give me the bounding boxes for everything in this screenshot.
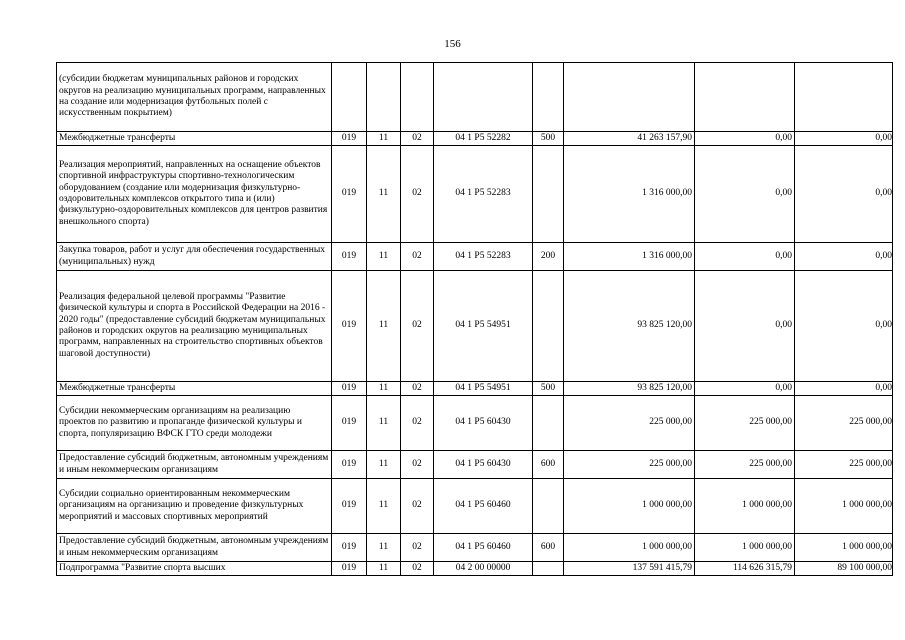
table-row: [57, 451, 893, 479]
table-row: [57, 271, 893, 382]
row-sum-3: 1 000 000,00: [795, 534, 893, 562]
row-csr: 04 1 P5 52283: [434, 146, 533, 243]
row-gr: 019: [332, 451, 367, 479]
row-pr: 02: [401, 396, 434, 451]
row-sum-3: [795, 63, 893, 132]
row-vr: 500: [533, 132, 564, 146]
row-vr: [533, 63, 564, 132]
row-sum-1: 41 263 157,90: [564, 132, 695, 146]
row-sum-1: 93 825 120,00: [564, 271, 695, 382]
table-row: [57, 146, 893, 243]
row-sum-2: 225 000,00: [695, 396, 795, 451]
row-pr: 02: [401, 562, 434, 576]
table-row: [57, 479, 893, 534]
row-name: Предоставление субсидий бюджетным, автономным учреждениям и иным некоммерческим организациям: [57, 534, 332, 562]
row-gr: 019: [332, 534, 367, 562]
row-gr: 019: [332, 562, 367, 576]
row-rz: 11: [367, 271, 401, 382]
row-sum-2: 0,00: [695, 146, 795, 243]
budget-table: [56, 62, 893, 576]
row-sum-2: 0,00: [695, 243, 795, 271]
row-gr: 019: [332, 479, 367, 534]
row-pr: 02: [401, 534, 434, 562]
row-sum-3: 1 000 000,00: [795, 479, 893, 534]
row-sum-3: 225 000,00: [795, 451, 893, 479]
row-name: Межбюджетные трансферты: [57, 382, 332, 396]
row-sum-1: 1 000 000,00: [564, 479, 695, 534]
row-name: Реализация мероприятий, направленных на оснащение объектов спортивной инфраструктуры спортивно-технологическим оборудованием (создание или модернизация физкультурно-оздоровительных комплексов открытого типа и (или) физкультурно-оздоровительных комплексов для центров развития внешкольного спорта): [57, 146, 332, 243]
row-vr: 200: [533, 243, 564, 271]
row-name: Закупка товаров, работ и услуг для обеспечения государственных (муниципальных) нужд: [57, 243, 332, 271]
table-row: [57, 562, 893, 576]
row-gr: 019: [332, 271, 367, 382]
row-sum-1: 1 316 000,00: [564, 243, 695, 271]
row-rz: 11: [367, 396, 401, 451]
row-sum-1: 137 591 415,79: [564, 562, 695, 576]
row-vr: 600: [533, 451, 564, 479]
row-csr: 04 1 P5 60460: [434, 479, 533, 534]
row-sum-1: 225 000,00: [564, 396, 695, 451]
table-row: [57, 534, 893, 562]
row-rz: 11: [367, 132, 401, 146]
row-name: Предоставление субсидий бюджетным, автономным учреждениям и иным некоммерческим организациям: [57, 451, 332, 479]
page-number: 156: [444, 38, 461, 50]
row-csr: 04 1 P5 54951: [434, 382, 533, 396]
row-name: Реализация федеральной целевой программы "Развитие физической культуры и спорта в Российской Федерации на 2016 - 2020 годы" (предоставление субсидий бюджетам муниципальных районов и городских округов на реализацию муниципальных программ, направленных на строительство спортивных объектов шаговой доступности): [57, 271, 332, 382]
table-row: [57, 132, 893, 146]
row-gr: 019: [332, 396, 367, 451]
row-vr: 600: [533, 534, 564, 562]
row-sum-2: 1 000 000,00: [695, 534, 795, 562]
row-sum-3: 0,00: [795, 146, 893, 243]
row-name: Субсидии социально ориентированным некоммерческим организациям на организацию и проведение физкультурных мероприятий и массовых спортивных мероприятий: [57, 479, 332, 534]
row-csr: 04 1 P5 60430: [434, 451, 533, 479]
row-rz: 11: [367, 562, 401, 576]
row-csr: 04 2 00 00000: [434, 562, 533, 576]
row-sum-1: 225 000,00: [564, 451, 695, 479]
row-sum-2: [695, 63, 795, 132]
table-row: [57, 63, 893, 132]
row-name: (субсидии бюджетам муниципальных районов и городских округов на реализацию муниципальных программ, направленных на создание или модернизация футбольных полей с искусственным покрытием): [57, 63, 332, 132]
row-sum-2: 225 000,00: [695, 451, 795, 479]
row-csr: 04 1 P5 60460: [434, 534, 533, 562]
row-rz: [367, 63, 401, 132]
row-gr: 019: [332, 243, 367, 271]
row-rz: 11: [367, 534, 401, 562]
row-sum-3: 0,00: [795, 243, 893, 271]
row-rz: 11: [367, 479, 401, 534]
row-sum-2: 114 626 315,79: [695, 562, 795, 576]
row-sum-1: 1 000 000,00: [564, 534, 695, 562]
row-vr: [533, 271, 564, 382]
row-sum-1: 93 825 120,00: [564, 382, 695, 396]
row-sum-3: 0,00: [795, 271, 893, 382]
row-sum-3: 0,00: [795, 132, 893, 146]
row-pr: 02: [401, 146, 434, 243]
row-vr: [533, 479, 564, 534]
row-name: Межбюджетные трансферты: [57, 132, 332, 146]
row-sum-2: 0,00: [695, 132, 795, 146]
row-rz: 11: [367, 382, 401, 396]
row-sum-3: 0,00: [795, 382, 893, 396]
row-csr: [434, 63, 533, 132]
row-gr: 019: [332, 132, 367, 146]
row-pr: 02: [401, 479, 434, 534]
row-rz: 11: [367, 243, 401, 271]
row-name: Субсидии некоммерческим организациям на реализацию проектов по развитию и пропаганде физической культуры и спорта, популяризацию ВФСК ГТО среди молодежи: [57, 396, 332, 451]
row-csr: 04 1 P5 60430: [434, 396, 533, 451]
row-pr: 02: [401, 451, 434, 479]
row-csr: 04 1 P5 52283: [434, 243, 533, 271]
table-row: [57, 243, 893, 271]
row-sum-3: 89 100 000,00: [795, 562, 893, 576]
row-pr: 02: [401, 132, 434, 146]
row-rz: 11: [367, 146, 401, 243]
row-pr: 02: [401, 382, 434, 396]
row-sum-2: 0,00: [695, 382, 795, 396]
row-gr: 019: [332, 146, 367, 243]
row-pr: 02: [401, 271, 434, 382]
row-pr: 02: [401, 243, 434, 271]
table-row: [57, 382, 893, 396]
row-sum-2: 0,00: [695, 271, 795, 382]
row-vr: 500: [533, 382, 564, 396]
row-name: Подпрограмма "Развитие спорта высших: [57, 562, 332, 576]
table-row: [57, 396, 893, 451]
row-vr: [533, 146, 564, 243]
row-sum-1: [564, 63, 695, 132]
row-gr: 019: [332, 382, 367, 396]
row-sum-1: 1 316 000,00: [564, 146, 695, 243]
row-rz: 11: [367, 451, 401, 479]
row-vr: [533, 396, 564, 451]
row-pr: [401, 63, 434, 132]
row-sum-3: 225 000,00: [795, 396, 893, 451]
row-csr: 04 1 P5 54951: [434, 271, 533, 382]
row-gr: [332, 63, 367, 132]
row-csr: 04 1 P5 52282: [434, 132, 533, 146]
row-vr: [533, 562, 564, 576]
row-sum-2: 1 000 000,00: [695, 479, 795, 534]
